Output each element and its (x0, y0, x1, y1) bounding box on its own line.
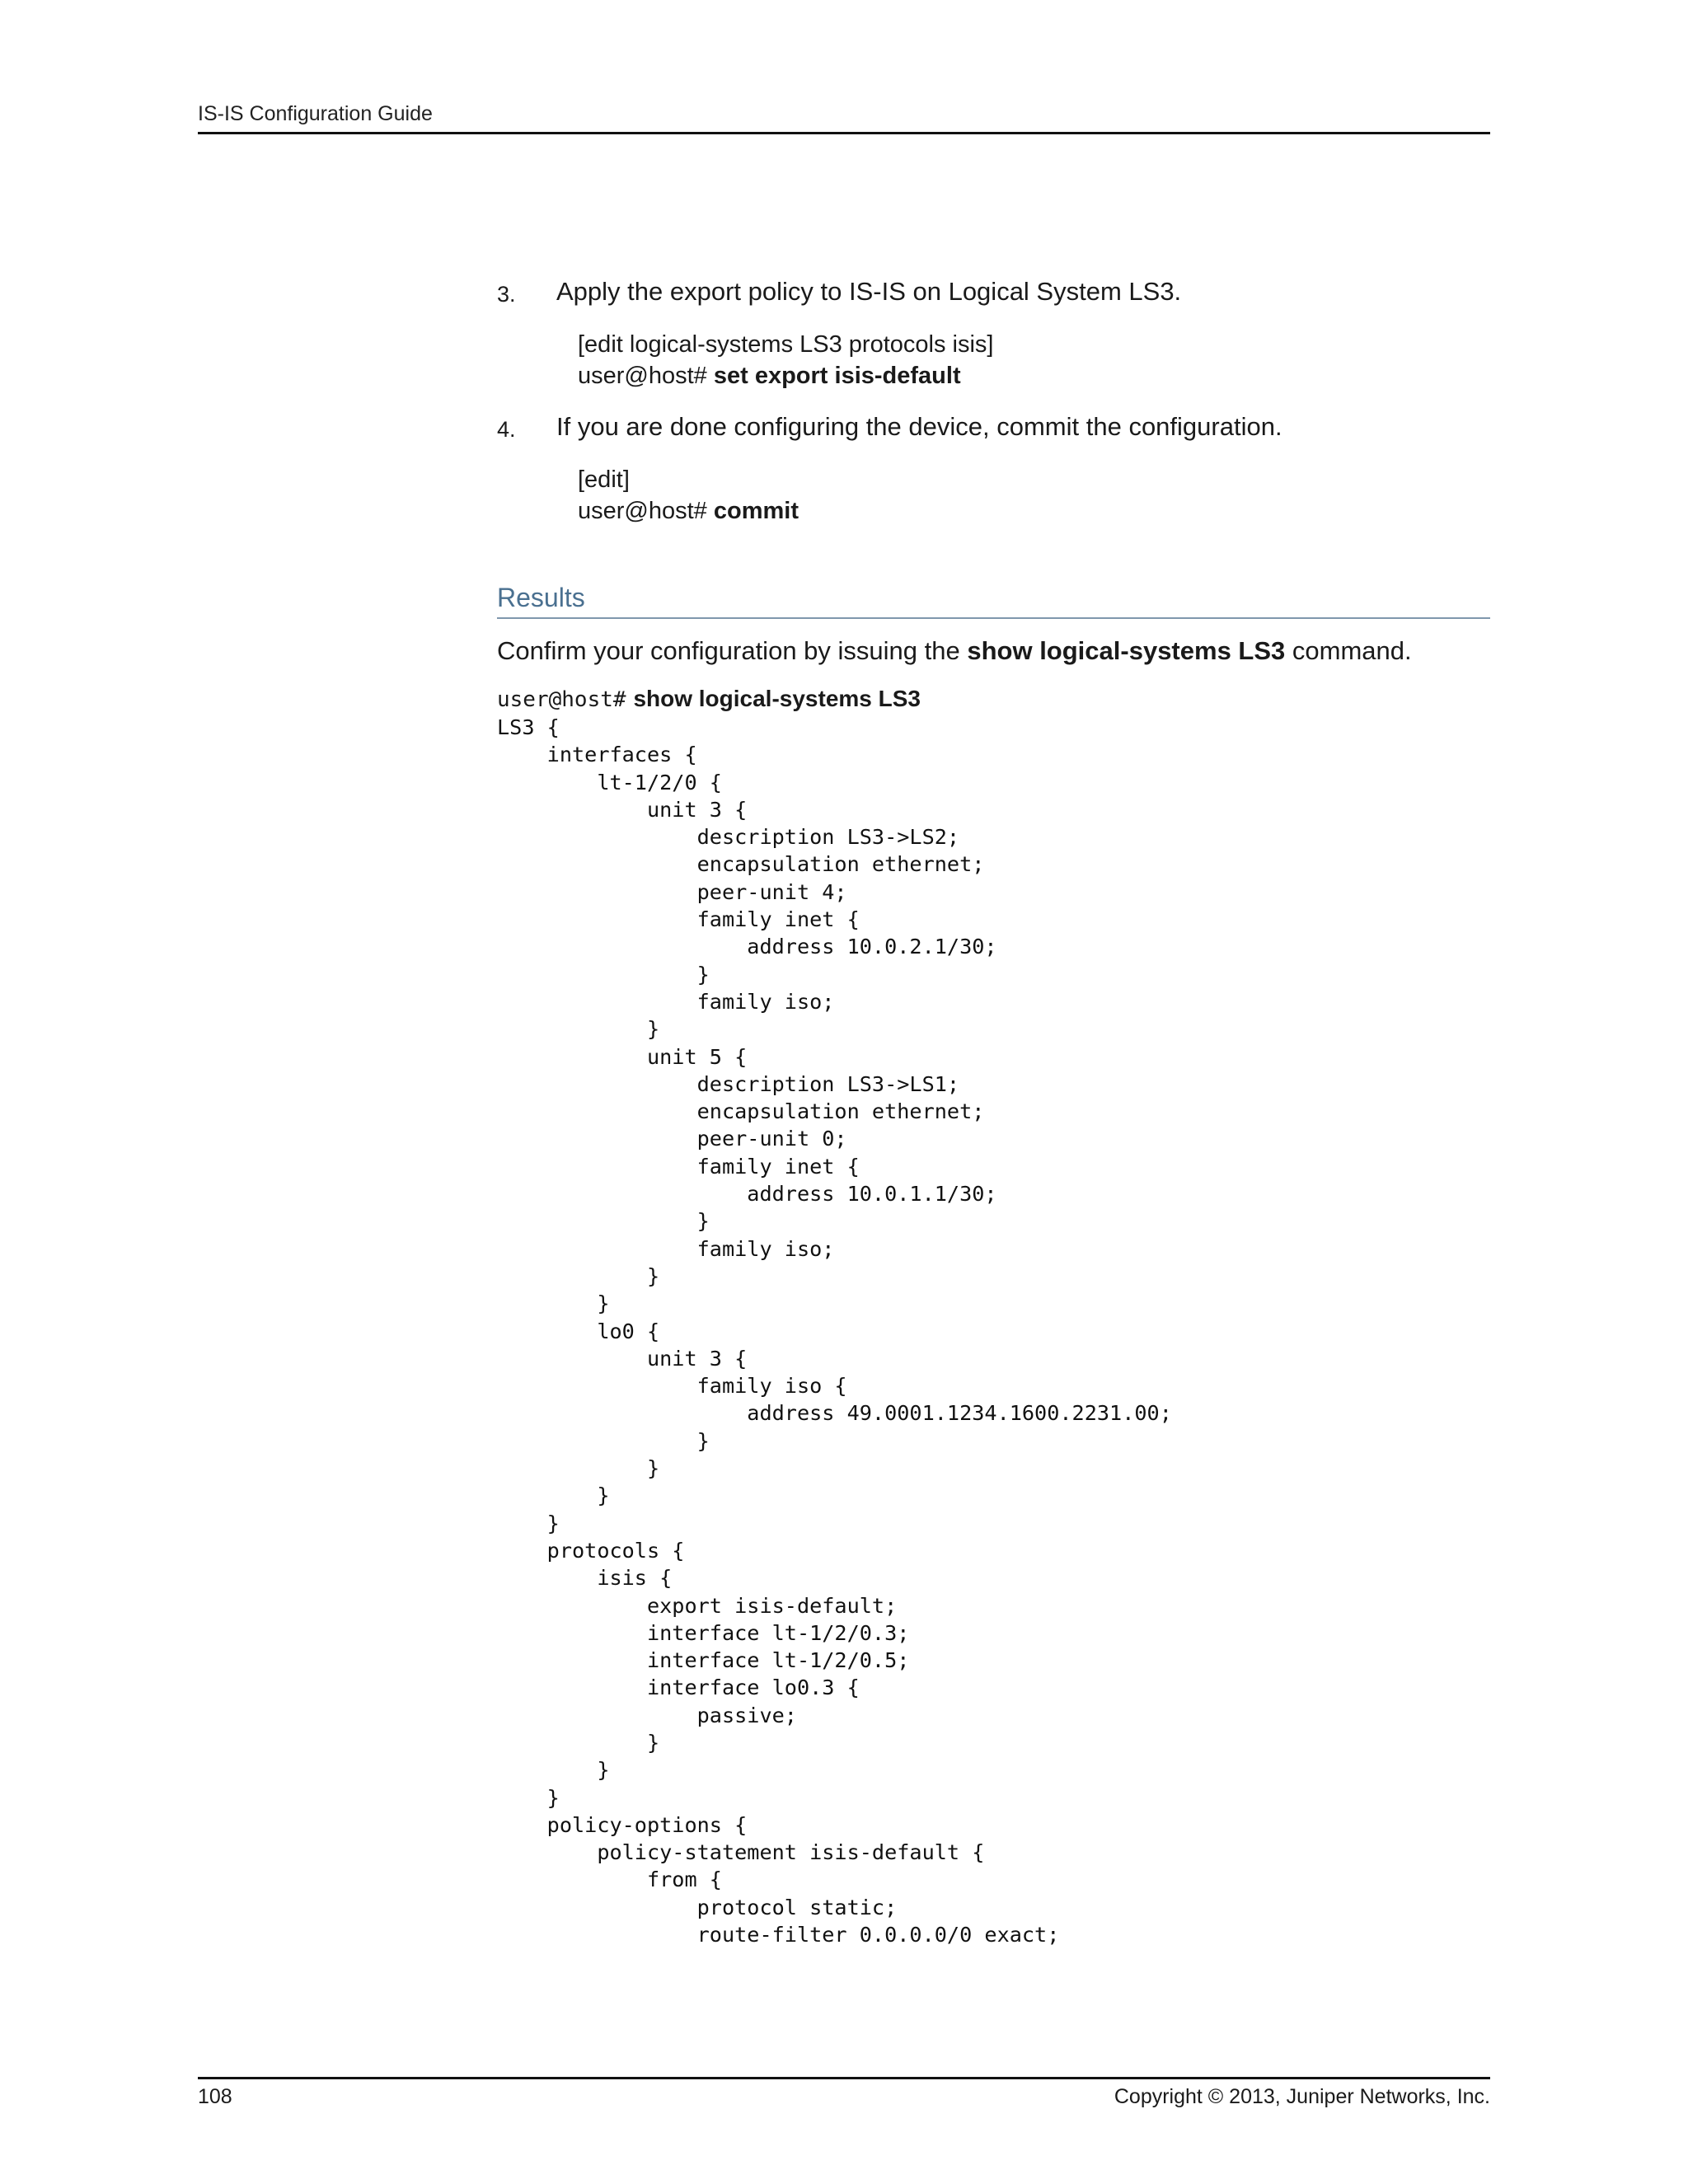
running-header: IS-IS Configuration Guide (198, 102, 433, 125)
confirm-command: show logical-systems LS3 (967, 636, 1286, 665)
confirm-text-end: command. (1292, 636, 1412, 665)
step-number: 4. (497, 417, 516, 442)
footer-rule (198, 2077, 1490, 2079)
configuration-output: LS3 { interfaces { lt-1/2/0 { unit 3 { description LS3->LS2; encapsulation ethernet; peer-unit 4; family inet { address 10.0.2.1/30; } family iso; } unit 5 { description LS3->LS1; encapsulation ethernet; peer-unit 0; family inet { address 10.0.1.1/30; } family iso; } } lo0 { unit 3 { family iso { address 49.0001.1234.1600.2231.00; } } } } protocols { isis { export isis-default; interface lt-1/2/0.3; interface lt-1/2/0.5; interface lo0.3 { passive; } } } policy-options { policy-statement isis-default { from { protocol static; route-filter 0.0.0.0/0 exact; (497, 715, 1172, 1947)
hierarchy-level: [edit logical-systems LS3 protocols isis] (578, 331, 994, 358)
step-3-command-block (578, 329, 993, 391)
results-rule (497, 617, 1490, 619)
results-intro (497, 636, 1412, 666)
confirm-text: Confirm your configuration by issuing the (497, 636, 960, 665)
cli-prompt: user@host# (578, 498, 707, 524)
header-rule (198, 132, 1490, 134)
cli-command: show logical-systems LS3 (633, 686, 921, 711)
step-text: Apply the export policy to IS-IS on Logical System LS3. (556, 277, 1182, 306)
step-text: If you are done configuring the device, commit the configuration. (556, 412, 1282, 441)
hierarchy-level: [edit] (578, 466, 630, 493)
results-prompt-line (497, 686, 921, 712)
step-number: 3. (497, 282, 516, 307)
copyright-notice: Copyright © 2013, Juniper Networks, Inc. (1114, 2085, 1490, 2108)
cli-command: set export isis-default (713, 363, 961, 389)
cli-command: commit (713, 498, 799, 524)
cli-prompt: user@host# (578, 363, 707, 389)
results-heading: Results (497, 583, 585, 612)
step-4-command-block (578, 464, 799, 527)
page-number: 108 (198, 2085, 232, 2108)
cli-prompt: user@host# (497, 687, 626, 712)
